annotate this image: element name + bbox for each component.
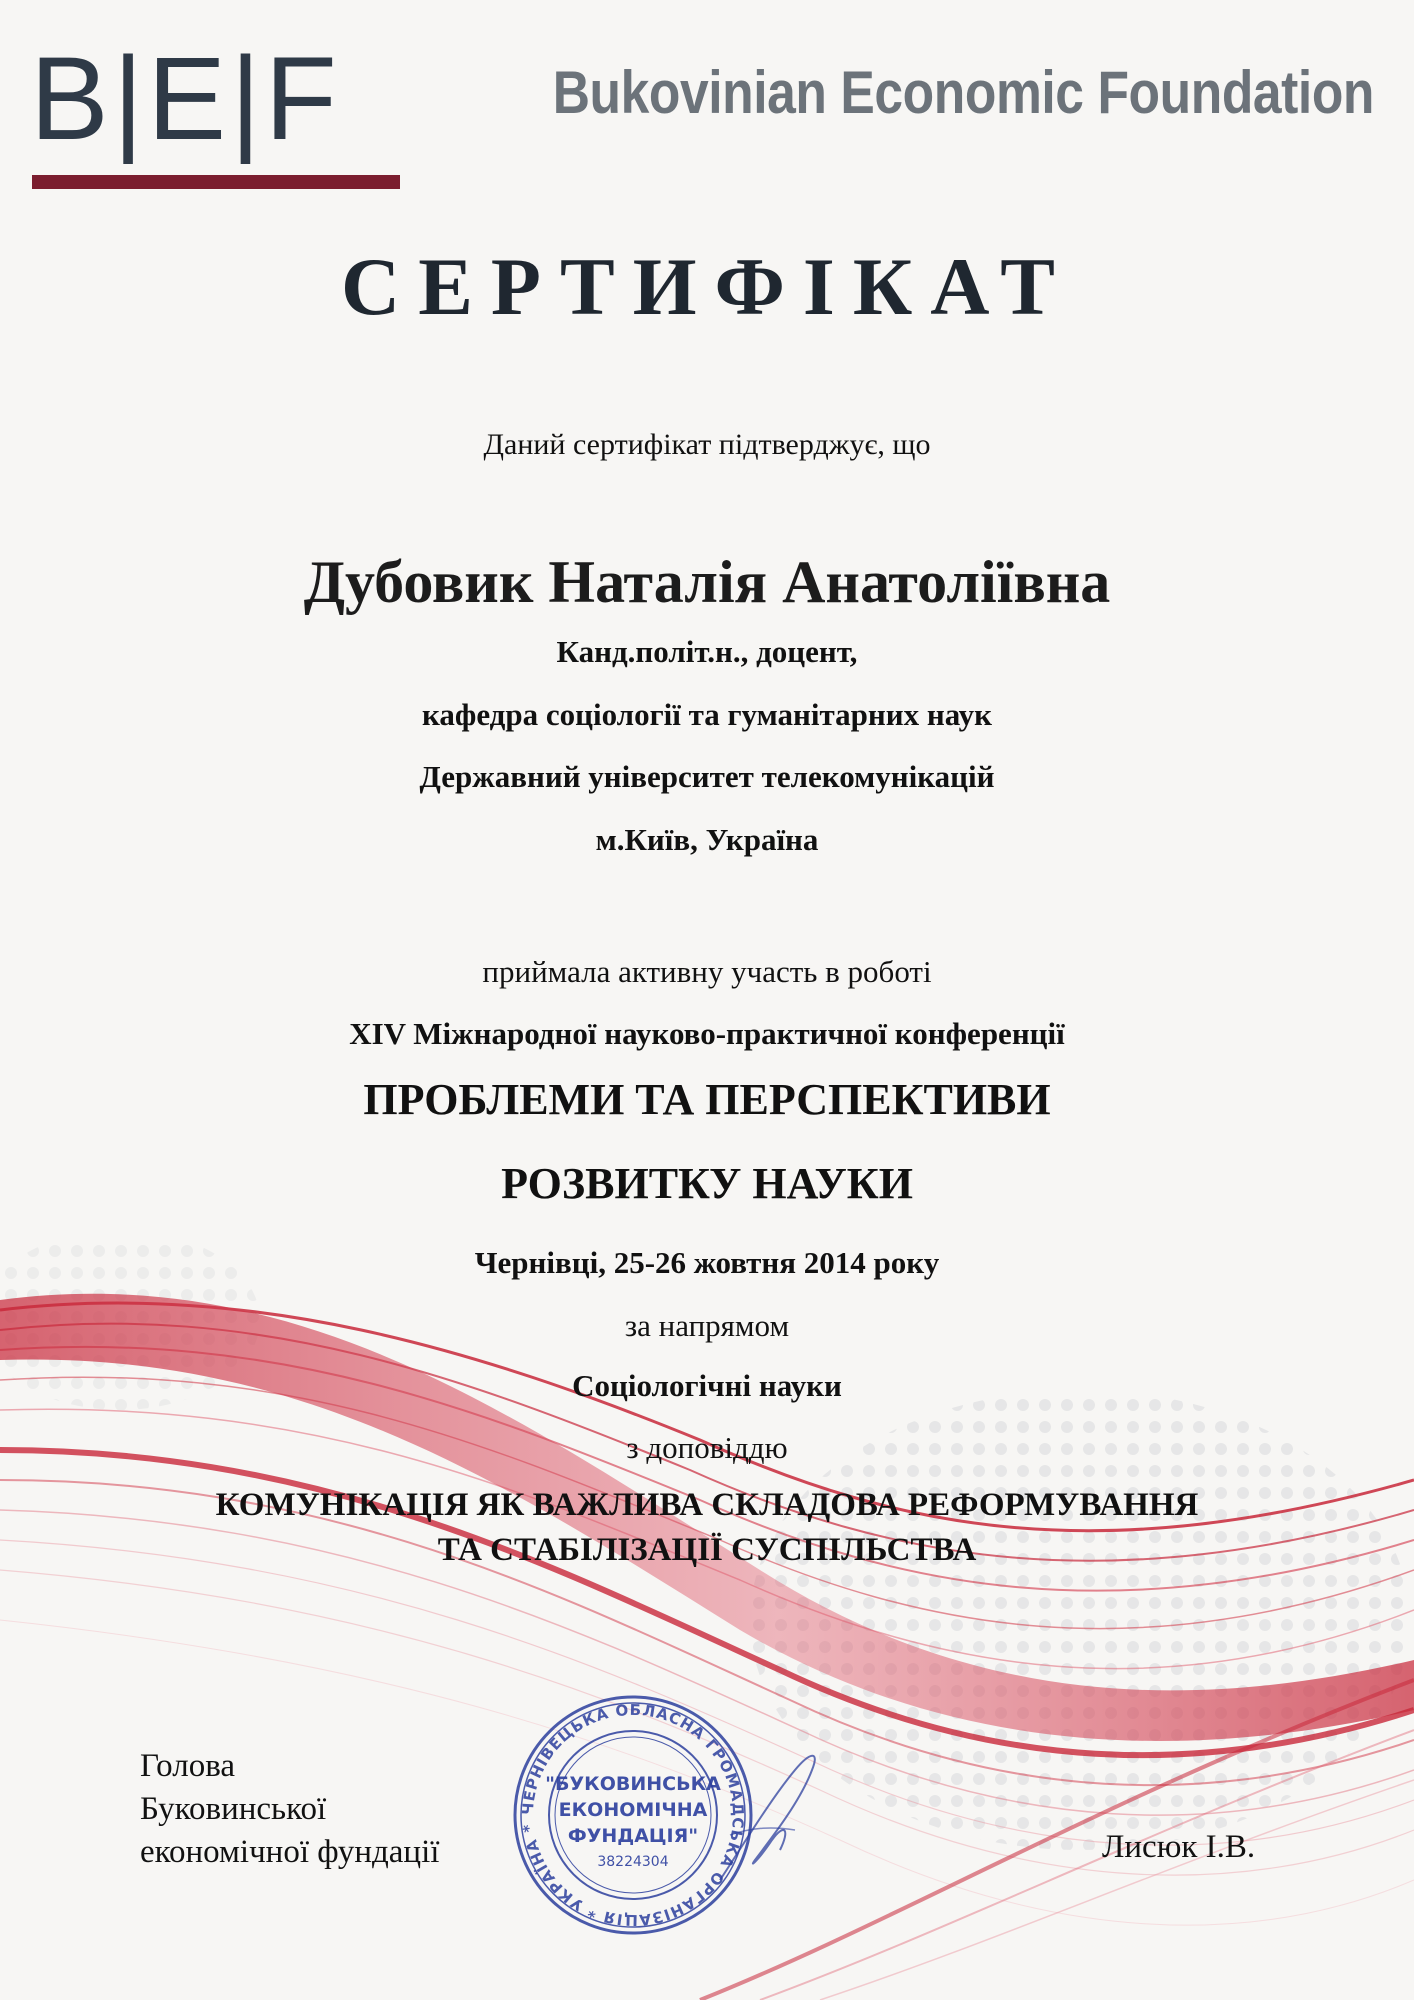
direction-label: за напрямом: [624, 1308, 790, 1343]
signatory-position: [140, 1745, 439, 1874]
stamp-code: 38224304: [597, 1854, 669, 1870]
position-line-2: Буковинської: [140, 1791, 327, 1827]
stamp-ring-text: ЧЕРНІВЕЦЬКА ОБЛАСНА ГРОМАДСЬКА ОРГАНІЗАЦІЯ * УКРАЇНА *: [518, 1700, 748, 1930]
conference-title-line-1: ПРОБЛЕМИ ТА ПЕРСПЕКТИВИ: [363, 1075, 1051, 1124]
certificate-title: СЕРТИФІКАТ: [341, 241, 1073, 332]
stamp-line-3: ФУНДАЦІЯ": [567, 1825, 699, 1847]
place-and-date: Чернівці, 25-26 жовтня 2014 року: [474, 1245, 940, 1280]
report-label: з доповіддю: [626, 1430, 788, 1465]
stamp-line-2: ЕКОНОМІЧНА: [558, 1799, 708, 1821]
position-line-1: Голова: [140, 1748, 236, 1784]
report-title-line-2: ТА СТАБІЛІЗАЦІЇ СУСПІЛЬСТВА: [437, 1532, 977, 1568]
direction-value: Соціологічні науки: [572, 1368, 842, 1403]
participation-text: приймала активну участь в роботі: [482, 954, 932, 989]
conference-name: XIV Міжнародної науково-практичної конференції: [349, 1016, 1065, 1051]
logo-underline-bar: [32, 175, 400, 189]
conference-title-line-2: РОЗВИТКУ НАУКИ: [501, 1159, 913, 1208]
intro-text: Даний сертифікат підтверджує, що: [483, 428, 931, 461]
signer-name: Лисюк І.В.: [1102, 1829, 1256, 1865]
recipient-university: Державний університет телекомунікацій: [419, 759, 995, 794]
logo-mark: B|E|F: [30, 33, 341, 165]
recipient-name: Дубовик Наталія Анатоліївна: [303, 549, 1111, 615]
position-line-3: економічної фундації: [140, 1834, 440, 1870]
recipient-department: кафедра соціології та гуманітарних наук: [421, 697, 992, 732]
recipient-degree: Канд.політ.н., доцент,: [556, 634, 858, 669]
foundation-name: Bukovinian Economic Foundation: [552, 59, 1374, 126]
report-title-line-1: КОМУНІКАЦІЯ ЯК ВАЖЛИВА СКЛАДОВА РЕФОРМУВАННЯ: [215, 1487, 1199, 1523]
stamp-line-1: "БУКОВИНСЬКА: [545, 1773, 721, 1795]
handwritten-signature: [700, 1740, 830, 1890]
bef-logo: [30, 33, 341, 165]
recipient-city: м.Київ, Україна: [595, 822, 819, 857]
